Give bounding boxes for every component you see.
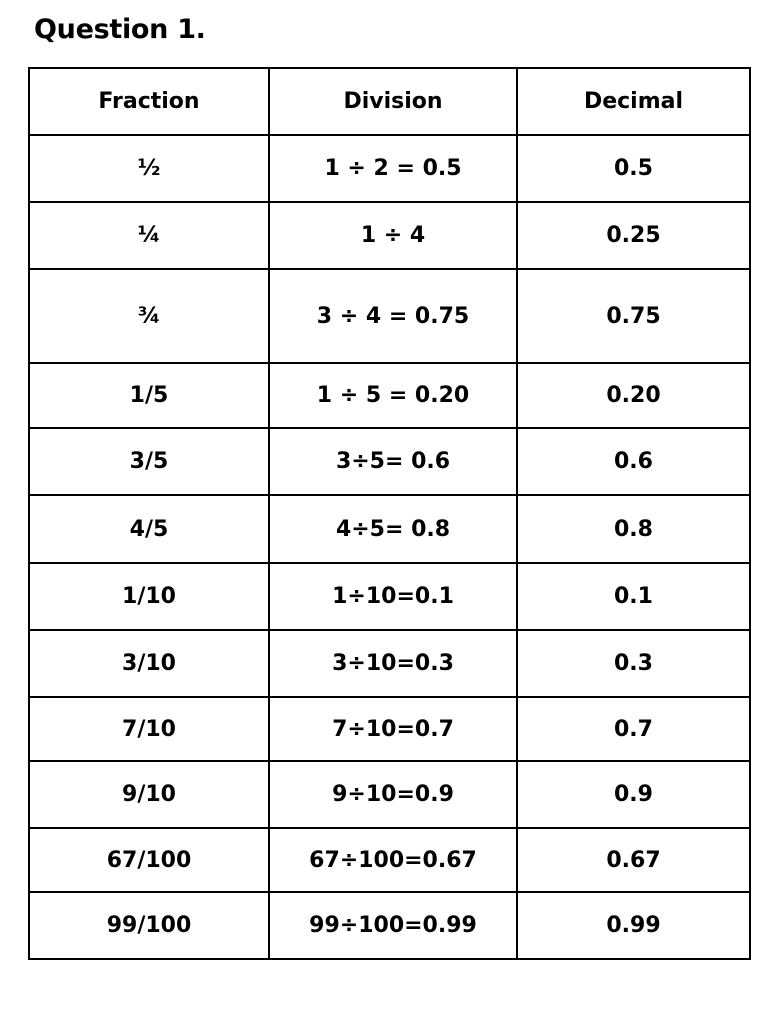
fraction-cell: ½ [29, 135, 269, 202]
fraction-cell: 4/5 [29, 495, 269, 563]
division-cell: 1÷10=0.1 [269, 563, 517, 630]
decimal-cell: 0.9 [517, 761, 750, 828]
division-cell: 1 ÷ 4 [269, 202, 517, 269]
fraction-cell: 3/10 [29, 630, 269, 697]
decimal-cell: 0.67 [517, 828, 750, 892]
division-cell: 67÷100=0.67 [269, 828, 517, 892]
decimal-cell: 0.20 [517, 363, 750, 428]
decimal-cell: 0.3 [517, 630, 750, 697]
fraction-cell: 99/100 [29, 892, 269, 959]
decimal-cell: 0.7 [517, 697, 750, 761]
division-cell: 3÷5= 0.6 [269, 428, 517, 495]
decimal-cell: 0.5 [517, 135, 750, 202]
table-row [29, 697, 750, 761]
fraction-cell: 9/10 [29, 761, 269, 828]
table-header-row [29, 68, 750, 135]
table-row [29, 269, 750, 363]
fraction-table [28, 67, 751, 960]
page-title: Question 1. [34, 14, 206, 45]
fraction-cell: 3/5 [29, 428, 269, 495]
table-row [29, 428, 750, 495]
decimal-cell: 0.1 [517, 563, 750, 630]
fraction-cell: 1/10 [29, 563, 269, 630]
division-cell: 3 ÷ 4 = 0.75 [269, 269, 517, 363]
header-decimal: Decimal [517, 68, 750, 135]
table-row [29, 761, 750, 828]
division-cell: 1 ÷ 2 = 0.5 [269, 135, 517, 202]
table-row [29, 495, 750, 563]
table-row [29, 363, 750, 428]
decimal-cell: 0.8 [517, 495, 750, 563]
table-row [29, 202, 750, 269]
fraction-cell: 1/5 [29, 363, 269, 428]
decimal-cell: 0.25 [517, 202, 750, 269]
table-row [29, 892, 750, 959]
decimal-cell: 0.75 [517, 269, 750, 363]
fraction-cell: 67/100 [29, 828, 269, 892]
division-cell: 99÷100=0.99 [269, 892, 517, 959]
division-cell: 3÷10=0.3 [269, 630, 517, 697]
decimal-cell: 0.6 [517, 428, 750, 495]
division-cell: 4÷5= 0.8 [269, 495, 517, 563]
table-row [29, 563, 750, 630]
division-cell: 1 ÷ 5 = 0.20 [269, 363, 517, 428]
fraction-cell: ¼ [29, 202, 269, 269]
fraction-cell: ¾ [29, 269, 269, 363]
decimal-cell: 0.99 [517, 892, 750, 959]
header-fraction: Fraction [29, 68, 269, 135]
table-row [29, 828, 750, 892]
table-row [29, 630, 750, 697]
header-division: Division [269, 68, 517, 135]
table-row [29, 135, 750, 202]
division-cell: 7÷10=0.7 [269, 697, 517, 761]
division-cell: 9÷10=0.9 [269, 761, 517, 828]
fraction-cell: 7/10 [29, 697, 269, 761]
